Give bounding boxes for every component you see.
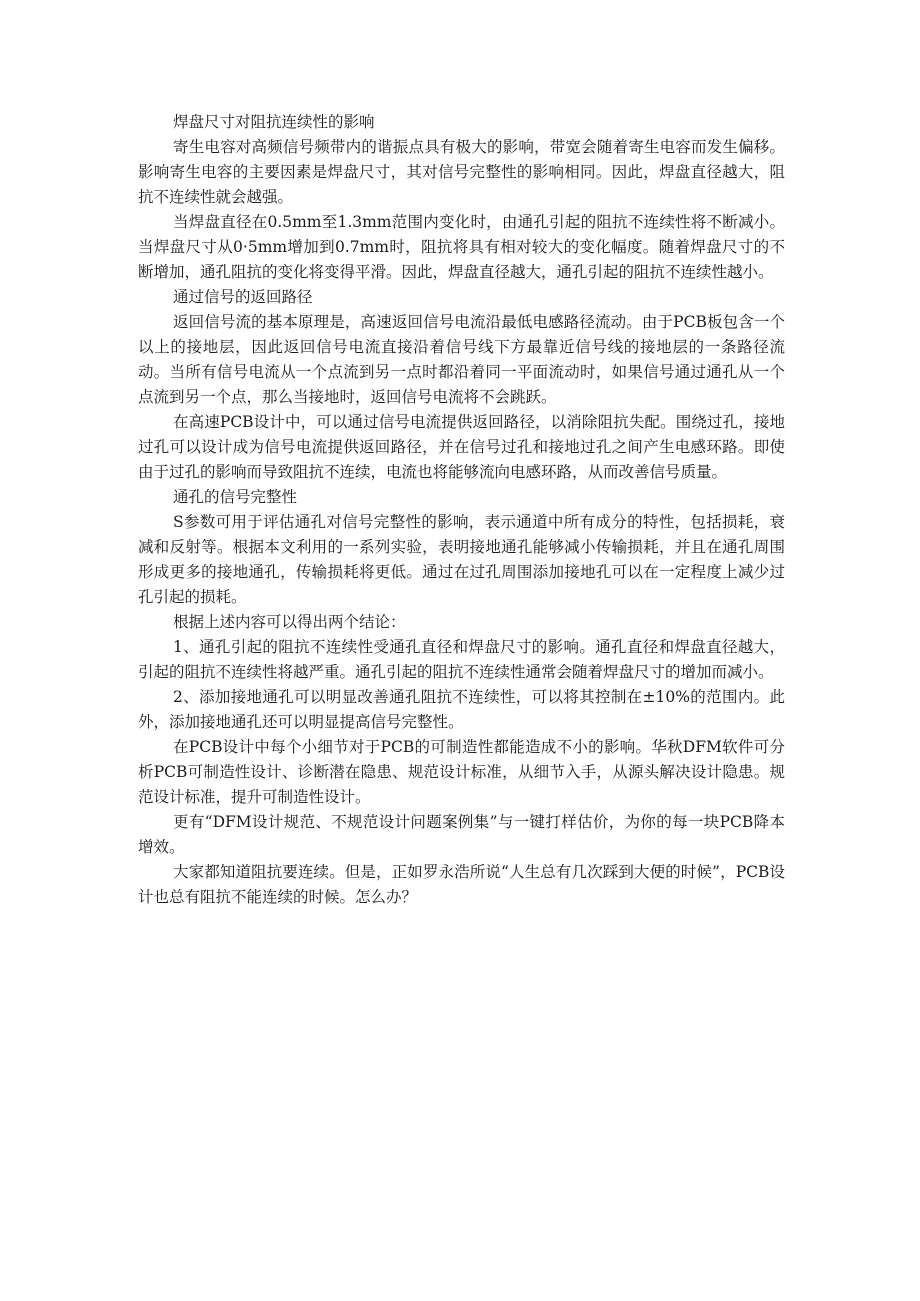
paragraph-s-parameters: S参数可用于评估通孔对信号完整性的影响，表示通道中所有成分的特性，包括损耗，衰减和反射等。根据本文利用的一系列实验，表明接地通孔能够减小传输损耗，并且在通孔周围形成更多的接地通孔，传输损耗将更低。通过在过孔周围添加接地孔可以在一定程度上减少过孔引起的损耗。 [138, 513, 785, 606]
paragraph-pad-diameter-range: 当焊盘直径在0.5mm至1.3mm范围内变化时，由通孔引起的阻抗不连续性将不断减小。当焊盘尺寸从0·5mm增加到0.7mm时，阻抗将具有相对较大的变化幅度。随着焊盘尺寸的不断增加，通孔阻抗的变化将变得平滑。因此，焊盘直径越大，通孔引起的阻抗不连续性越小。 [138, 213, 785, 281]
paragraph-conclusion-2: 2、添加接地通孔可以明显改善通孔阻抗不连续性，可以将其控制在±10%的范围内。此外，添加接地通孔还可以明显提高信号完整性。 [138, 688, 785, 731]
paragraph-return-signal-principle: 返回信号流的基本原理是，高速返回信号电流沿最低电感路径流动。由于PCB板包含一个以上的接地层，因此返回信号电流直接沿着信号线下方最靠近信号线的接地层的一条路径流动。当所有信号电流从一个点流到另一点时都沿着同一平面流动时，如果信号通过通孔从一个点流到另一个点，那么当接地时，返回信号电流将不会跳跃。 [138, 313, 785, 406]
paragraph-conclusion-1: 1、通孔引起的阻抗不连续性受通孔直径和焊盘尺寸的影响。通孔直径和焊盘直径越大，引起的阻抗不连续性将越严重。通孔引起的阻抗不连续性通常会随着焊盘尺寸的增加而减小。 [138, 638, 785, 681]
paragraph-ground-via-design: 在高速PCB设计中，可以通过信号电流提供返回路径，以消除阻抗失配。围绕过孔，接地过孔可以设计成为信号电流提供返回路径，并在信号过孔和接地过孔之间产生电感环路。即使由于过孔的影响而导致阻抗不连续，电流也将能够流向电感环路，从而改善信号质量。 [138, 413, 785, 481]
paragraph-parasitic-capacitance: 寄生电容对高频信号频带内的谐振点具有极大的影响，带宽会随着寄生电容而发生偏移。影响寄生电容的主要因素是焊盘尺寸，其对信号完整性的影响相同。因此，焊盘直径越大，阻抗不连续性就会越强。 [138, 138, 785, 206]
section-heading-return-path: 通过信号的返回路径 [173, 288, 313, 306]
paragraph-dfm-software: 在PCB设计中每个小细节对于PCB的可制造性都能造成不小的影响。华秋DFM软件可分析PCB可制造性设计、诊断潜在隐患、规范设计标准，从细节入手，从源头解决设计隐患。规范设计标准，提升可制造性设计。 [138, 738, 785, 806]
section-heading-signal-integrity: 通孔的信号完整性 [173, 488, 298, 506]
paragraph-dfm-promo: 更有“DFM设计规范、不规范设计问题案例集”与一键打样估价，为你的每一块PCB降本增效。 [138, 813, 785, 856]
paragraph-conclusions-intro: 根据上述内容可以得出两个结论： [173, 613, 406, 631]
document-body [138, 110, 785, 910]
paragraph-closing: 大家都知道阻抗要连续。但是，正如罗永浩所说“人生总有几次踩到大便的时候”，PCB设计也总有阻抗不能连续的时候。怎么办？ [138, 863, 785, 906]
section-heading-pad-size: 焊盘尺寸对阻抗连续性的影响 [173, 113, 375, 131]
